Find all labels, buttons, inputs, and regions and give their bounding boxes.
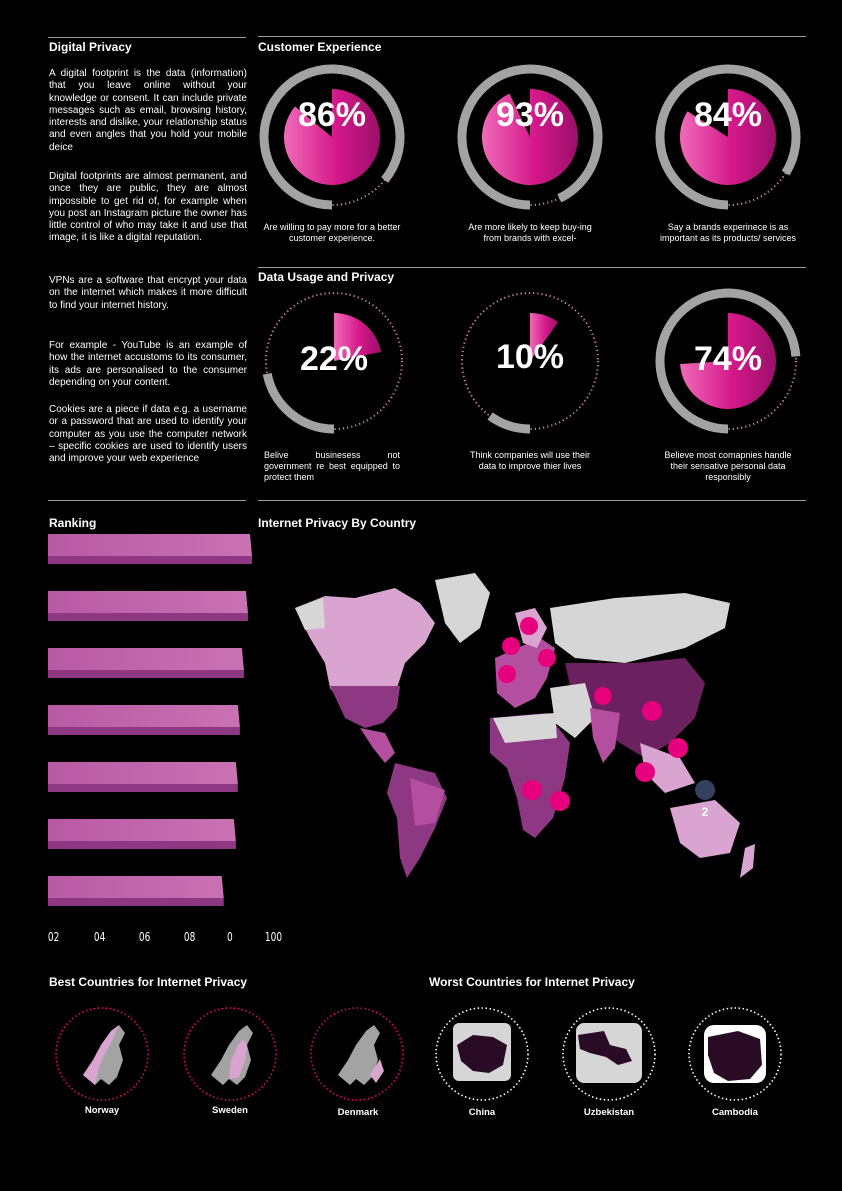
ranking-bar-chart [40,528,260,920]
ranking-axis-tick-label: 100 [264,930,283,944]
map-marker [668,738,688,758]
badge-uzbekistan [560,1005,658,1103]
badge-cambodia [686,1005,784,1103]
map-marker [498,665,516,683]
ranking-axis-tick-label: 02 [47,930,60,944]
divider-left-mid [48,500,246,501]
map-marker [538,649,556,667]
map-pin-label: 2 [701,805,709,819]
map-marker [594,687,612,705]
alaska-shape [295,598,325,630]
stat-caption-74: Believe most comapnies handle their sensative personal data responsibly [664,450,792,482]
stat-ring-10 [445,276,615,446]
best-countries-title: Best Countries for Internet Privacy [49,975,248,989]
country-label-uzbekistan: Uzbekistan [583,1107,635,1118]
stat-value: 93% [495,96,565,134]
ring-value-arc [490,416,530,429]
badge-norway [53,1005,151,1103]
digital-privacy-paragraph-3: VPNs are a software that encrypt your data on the internet which makes it more difficult to find your internet history. [49,275,247,311]
map-marker [635,762,655,782]
map-marker [520,617,538,635]
map-marker [522,780,542,800]
divider-data-usage [258,267,806,268]
country-label-sweden: Sweden [212,1105,248,1116]
country-label-china: China [468,1107,496,1118]
country-label-cambodia: Cambodia [712,1107,758,1118]
ranking-bar [48,762,238,792]
stat-ring-22 [249,276,419,446]
ranking-title: Ranking [49,516,97,530]
digital-privacy-paragraph-4: For example - YouTube is an example of how the internet accustoms to its consumer, its ads are personalised to the consumer depending on your content. [49,340,247,388]
digital-privacy-paragraph-1: A digital footprint is the data (information) that you leave online without your knowledge or consent. It can include private messages such as email, browsing history, interests and dislike, your relationship status and even angles that you hold your mobile deice [49,68,247,153]
ranking-axis-tick-label: 0 [226,930,233,944]
digital-privacy-paragraph-2: Digital footprints are almost permanent, and once they are public, they are almost impossible to get rid of, for example when you post an Instagram picture the owner has little control of who may take it and use that image, it is like a digital reputation. [49,171,247,244]
stat-value: 22% [299,340,369,378]
stat-caption-86: Are willing to pay more for a better customer experience. [263,222,401,243]
ranking-bar [48,591,248,621]
badge-china [433,1005,531,1103]
digital-privacy-paragraph-5: Cookies are a piece if data e.g. a username or a password that are used to identify your computer as you use the computer network – specific cookies are used to identify users and improve your web experience [49,404,247,465]
data-usage-title: Data Usage and Privacy [258,270,395,284]
stat-caption-84: Say a brands experinece is as important as its products/ services [659,222,797,243]
worst-countries-title: Worst Countries for Internet Privacy [429,975,635,989]
map-marker [502,637,520,655]
ranking-bar [48,705,240,735]
russia-shape [550,593,730,663]
stat-ring-84 [643,52,813,222]
ranking-bar [48,534,252,564]
ranking-axis-tick-label: 06 [138,930,151,944]
stat-ring-74 [643,276,813,446]
stat-value: 84% [693,96,763,134]
new-zealand-shape [740,844,755,878]
stat-ring-93 [445,52,615,222]
divider-right-mid [258,500,806,501]
ranking-axis-tick-label: 08 [183,930,196,944]
ranking-bar [48,876,224,906]
divider-left-top [48,37,246,38]
badge-denmark [308,1005,406,1103]
greenland-shape [435,573,490,643]
india-shape [590,708,620,763]
stat-value: 74% [693,340,763,378]
stat-caption-93: Are more likely to keep buy-ing from brands with excel- [468,222,592,243]
ranking-axis-tick-label: 04 [93,930,106,944]
usa-shape [330,686,400,728]
country-label-denmark: Denmark [337,1107,379,1118]
cambodia-map-icon [708,1031,762,1081]
map-marker [550,791,570,811]
central-america-shape [360,728,395,763]
divider-right-top [258,36,806,37]
ranking-bar [48,648,244,678]
stat-value: 10% [495,338,565,376]
country-label-norway: Norway [84,1105,120,1116]
badge-sweden [181,1005,279,1103]
ranking-bar [48,819,236,849]
stat-caption-22: Belive businesess not government re best equipped to protect them [264,450,400,482]
digital-privacy-title: Digital Privacy [49,40,132,54]
customer-experience-title: Customer Experience [258,40,382,54]
stat-value: 86% [297,96,367,134]
map-title: Internet Privacy By Country [258,516,417,530]
stat-caption-10: Think companies will use their data to improve thier lives [469,450,591,471]
ring-value-arc [267,374,334,429]
world-map [285,568,760,888]
map-marker [642,701,662,721]
stat-ring-86 [247,52,417,222]
